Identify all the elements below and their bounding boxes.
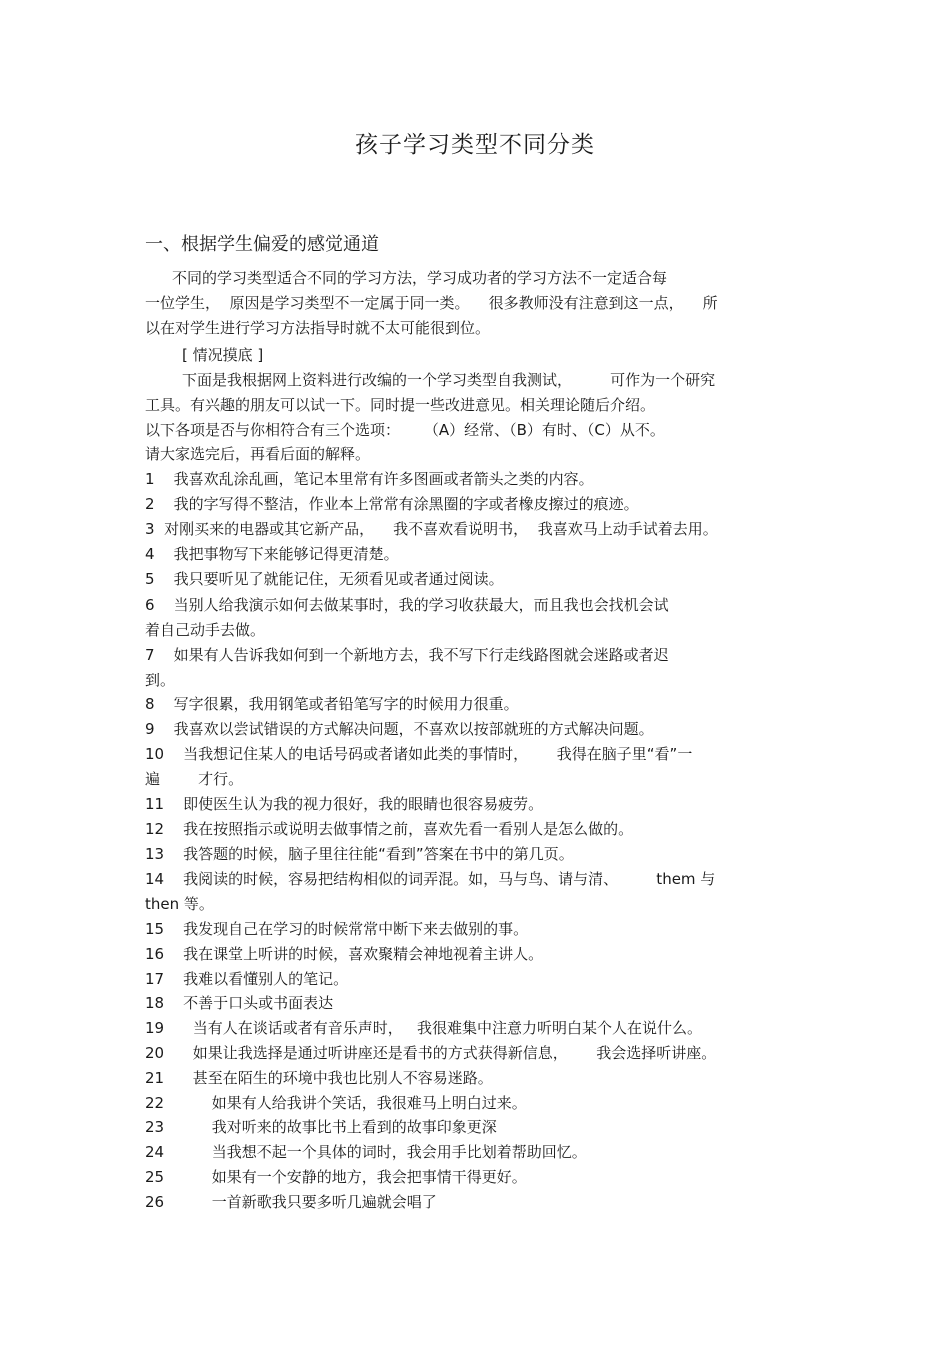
list-item: 22 如果有人给我讲个笑话，我很难马上明白过来。 [145, 1094, 527, 1112]
list-item: 5 我只要听见了就能记住，无须看见或者通过阅读。 [145, 570, 504, 588]
list-item: 21 甚至在陌生的环境中我也比别人不容易迷路。 [145, 1069, 493, 1087]
list-item: 16 我在课堂上听讲的时候，喜欢聚精会神地视着主讲人。 [145, 945, 544, 963]
list-item: 14 我阅读的时候，容易把结构相似的词弄混。如，马与鸟、请与清、 them 与 [145, 870, 716, 888]
desc-line: 工具。有兴趣的朋友可以试一下。同时提一些改进意见。相关理论随后介绍。 [145, 396, 656, 414]
page-title: 孩子学习类型不同分类 [355, 132, 595, 158]
list-item: 3 对刚买来的电器或其它新产品， 我不喜欢看说明书， 我喜欢马上动手试着去用。 [145, 520, 718, 538]
intro-line: 以在对学生进行学习方法指导时就不太可能很到位。 [145, 319, 491, 337]
list-item: 26 一首新歌我只要多听几遍就会唱了 [145, 1193, 437, 1211]
list-item: 17 我难以看懂别人的笔记。 [145, 970, 349, 988]
intro-line: 一位学生， 原因是学习类型不一定属于同一类。 很多教师没有注意到这一点， 所 [145, 294, 718, 312]
list-item: 4 我把事物写下来能够记得更清楚。 [145, 545, 399, 563]
list-item: 1 我喜欢乱涂乱画，笔记本里常有许多图画或者箭头之类的内容。 [145, 470, 594, 488]
list-item: 11 即使医生认为我的视力很好，我的眼睛也很容易疲劳。 [145, 795, 544, 813]
list-item: 25 如果有一个安静的地方，我会把事情干得更好。 [145, 1168, 527, 1186]
list-item: 10 当我想记住某人的电话号码或者诸如此类的事情时， 我得在脑子里“看”一 [145, 745, 693, 763]
list-item-continuation: 遍 才行。 [145, 770, 244, 788]
desc-line: 请大家选完后，再看后面的解释。 [145, 445, 371, 463]
list-item: 20 如果让我选择是通过听讲座还是看书的方式获得新信息， 我会选择听讲座。 [145, 1044, 717, 1062]
list-item: 6 当别人给我演示如何去做某事时，我的学习收获最大，而且我也会找机会试 [145, 596, 669, 614]
list-item: 15 我发现自己在学习的时候常常中断下来去做别的事。 [145, 920, 529, 938]
section-heading: 一、根据学生偏爱的感觉通道 [145, 234, 379, 255]
intro-line: 不同的学习类型适合不同的学习方法，学习成功者的学习方法不一定适合每 [172, 269, 668, 287]
situation-tag: [ 情况摸底 ] [182, 346, 264, 364]
list-item-continuation: 到。 [145, 671, 176, 689]
desc-line: 以下各项是否与你相符合有三个选项： （A）经常、（B）有时、（C）从不。 [145, 421, 665, 439]
desc-line: 下面是我根据网上资料进行改编的一个学习类型自我测试， 可作为一个研究 [182, 371, 716, 389]
list-item: 9 我喜欢以尝试错误的方式解决问题，不喜欢以按部就班的方式解决问题。 [145, 720, 654, 738]
list-item: 23 我对听来的故事比书上看到的故事印象更深 [145, 1118, 497, 1136]
list-item-continuation: then 等。 [145, 895, 214, 913]
list-item: 13 我答题的时候，脑子里往往能“看到”答案在书中的第几页。 [145, 845, 574, 863]
list-item: 24 当我想不起一个具体的词时，我会用手比划着帮助回忆。 [145, 1143, 587, 1161]
list-item: 2 我的字写得不整洁，作业本上常常有涂黑圈的字或者橡皮擦过的痕迹。 [145, 495, 639, 513]
list-item: 19 当有人在谈话或者有音乐声时， 我很难集中注意力听明白某个人在说什么。 [145, 1019, 703, 1037]
list-item: 12 我在按照指示或说明去做事情之前，喜欢先看一看别人是怎么做的。 [145, 820, 634, 838]
list-item: 7 如果有人告诉我如何到一个新地方去，我不写下行走线路图就会迷路或者迟 [145, 646, 669, 664]
list-item: 8 写字很累，我用钢笔或者铅笔写字的时候用力很重。 [145, 695, 519, 713]
list-item: 18 不善于口头或书面表达 [145, 994, 334, 1012]
list-item-continuation: 着自己动手去做。 [145, 621, 266, 639]
